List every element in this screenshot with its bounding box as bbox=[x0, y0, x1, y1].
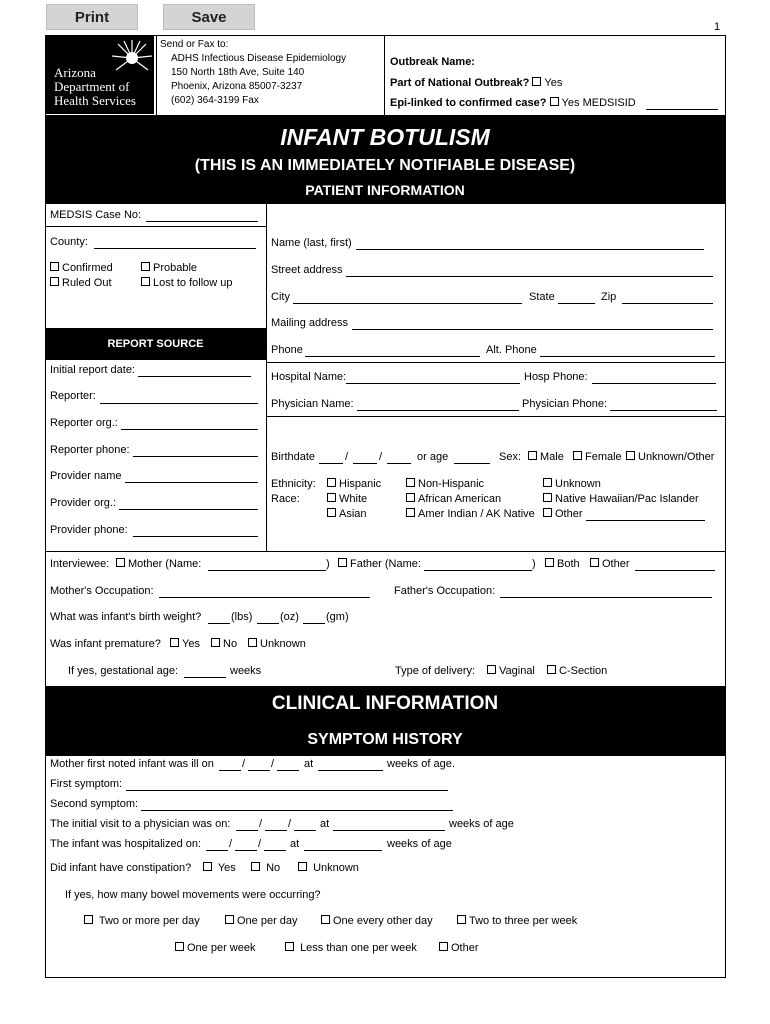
hospitalized-label: The infant was hospitalized on: bbox=[50, 838, 202, 850]
two-or-more-option[interactable]: Two or more per day bbox=[84, 915, 200, 928]
visit-weeks-field[interactable] bbox=[333, 818, 445, 831]
confirmed-option[interactable]: Confirmed bbox=[50, 262, 113, 275]
date-slash: / bbox=[271, 758, 275, 770]
outbreak-name-label: Outbreak Name: bbox=[390, 56, 475, 68]
premature-unknown-checkbox[interactable] bbox=[248, 638, 257, 647]
race-other-option[interactable]: Other bbox=[543, 508, 583, 521]
national-yes-checkbox[interactable] bbox=[532, 77, 541, 86]
zip-field[interactable] bbox=[622, 291, 713, 304]
reporter-label: Reporter: bbox=[50, 390, 96, 402]
initial-visit-label: The initial visit to a physician was on: bbox=[50, 818, 231, 830]
second-symptom-field[interactable] bbox=[141, 798, 453, 811]
visit-month-field[interactable] bbox=[236, 818, 258, 831]
male-option[interactable]: Male bbox=[528, 451, 564, 464]
send-label: Send or Fax to: bbox=[160, 39, 229, 50]
divider bbox=[384, 35, 385, 115]
patient-name-label: Name (last, first) bbox=[271, 237, 352, 249]
vaginal-option[interactable]: Vaginal bbox=[487, 665, 535, 678]
father-checkbox[interactable] bbox=[338, 558, 347, 567]
father-name-field[interactable] bbox=[424, 558, 532, 571]
ethnicity-unknown-option[interactable]: Unknown bbox=[543, 478, 601, 491]
race-label: Race: bbox=[271, 493, 300, 505]
every-other-day-option[interactable]: One every other day bbox=[321, 915, 433, 928]
date-slash: / bbox=[242, 758, 246, 770]
city-label: City bbox=[271, 291, 290, 303]
adhs-logo bbox=[46, 36, 154, 114]
birth-weight-label: What was infant's birth weight? bbox=[50, 611, 202, 623]
reporter-phone-field[interactable] bbox=[133, 444, 258, 457]
print-button[interactable]: Print bbox=[46, 4, 138, 30]
age-field[interactable] bbox=[454, 451, 490, 464]
weeks-unit: weeks bbox=[230, 665, 262, 677]
physician-phone-label: Physician Phone: bbox=[522, 398, 607, 410]
non-hispanic-option[interactable]: Non-Hispanic bbox=[406, 478, 484, 491]
phone-field[interactable] bbox=[305, 344, 480, 357]
premature-yes-option[interactable]: Yes bbox=[170, 638, 200, 651]
mother-option[interactable]: Mother (Name: bbox=[116, 558, 201, 571]
hawaiian-checkbox[interactable] bbox=[543, 493, 552, 502]
hospital-field[interactable] bbox=[346, 371, 520, 384]
bowel-other-checkbox[interactable] bbox=[439, 942, 448, 951]
male-checkbox[interactable] bbox=[528, 451, 537, 460]
white-option[interactable]: White bbox=[327, 493, 367, 506]
bowel-other-option[interactable]: Other bbox=[439, 942, 479, 955]
reporter-org-label: Reporter org.: bbox=[50, 417, 118, 429]
bowel-movements-label: If yes, how many bowel movements were occurring? bbox=[65, 889, 321, 901]
female-checkbox[interactable] bbox=[573, 451, 582, 460]
hosp-day-field[interactable] bbox=[235, 838, 257, 851]
provider-org-label: Provider org.: bbox=[50, 497, 117, 509]
non-hispanic-checkbox[interactable] bbox=[406, 478, 415, 487]
county-field[interactable] bbox=[94, 236, 256, 249]
race-other-field[interactable] bbox=[586, 508, 705, 521]
report-source-heading: REPORT SOURCE bbox=[107, 338, 204, 350]
hosp-phone-field[interactable] bbox=[592, 371, 716, 384]
physician-label: Physician Name: bbox=[271, 398, 354, 410]
weeks-of-age-label: weeks of age. bbox=[387, 758, 455, 770]
send-line5: (602) 364-3199 Fax bbox=[171, 95, 259, 106]
white-checkbox[interactable] bbox=[327, 493, 336, 502]
divider bbox=[45, 226, 266, 227]
date-slash: / bbox=[345, 451, 349, 463]
ill-year-field[interactable] bbox=[277, 758, 299, 771]
provider-name-field[interactable] bbox=[125, 470, 258, 483]
gestational-age-field[interactable] bbox=[184, 665, 226, 678]
asian-option[interactable]: Asian bbox=[327, 508, 367, 521]
physician-field[interactable] bbox=[357, 398, 519, 411]
constipation-no-option[interactable]: No bbox=[251, 862, 280, 875]
confirmed-checkbox[interactable] bbox=[50, 262, 59, 271]
vaginal-checkbox[interactable] bbox=[487, 665, 496, 674]
reporter-field[interactable] bbox=[100, 391, 258, 404]
one-per-day-option[interactable]: One per day bbox=[225, 915, 298, 928]
hosp-weeks-of-age-label: weeks of age bbox=[387, 838, 452, 850]
phone-label: Phone bbox=[271, 344, 303, 356]
one-per-week-option[interactable]: One per week bbox=[175, 942, 255, 955]
constipation-yes-option[interactable]: Yes bbox=[203, 862, 236, 875]
report-source-bar bbox=[45, 328, 266, 360]
ruled-out-option[interactable]: Ruled Out bbox=[50, 277, 112, 290]
mother-checkbox[interactable] bbox=[116, 558, 125, 567]
mother-occupation-label: Mother's Occupation: bbox=[50, 585, 154, 597]
date-slash: / bbox=[379, 451, 383, 463]
hosp-month-field[interactable] bbox=[206, 838, 228, 851]
one-per-week-checkbox[interactable] bbox=[175, 942, 184, 951]
female-option[interactable]: Female bbox=[573, 451, 622, 464]
birth-month-field[interactable] bbox=[319, 451, 343, 464]
csection-option[interactable]: C-Section bbox=[547, 665, 607, 678]
race-other-checkbox[interactable] bbox=[543, 508, 552, 517]
ethnicity-unknown-checkbox[interactable] bbox=[543, 478, 552, 487]
visit-weeks-of-age-label: weeks of age bbox=[449, 818, 514, 830]
provider-phone-field[interactable] bbox=[133, 524, 258, 537]
date-slash: / bbox=[258, 838, 262, 850]
gm-unit: (gm) bbox=[326, 611, 349, 623]
probable-option[interactable]: Probable bbox=[141, 262, 197, 275]
logo-line3: Health Services bbox=[54, 93, 136, 108]
less-than-one-week-option[interactable]: Less than one per week bbox=[285, 942, 417, 955]
state-field[interactable] bbox=[558, 291, 595, 304]
two-to-three-week-option[interactable]: Two to three per week bbox=[457, 915, 577, 928]
first-symptom-label: First symptom: bbox=[50, 778, 123, 790]
ill-weeks-field[interactable] bbox=[318, 758, 383, 771]
state-label: State bbox=[529, 291, 555, 303]
provider-phone-label: Provider phone: bbox=[50, 524, 128, 536]
less-than-one-week-checkbox[interactable] bbox=[285, 942, 294, 951]
father-occupation-field[interactable] bbox=[500, 585, 712, 598]
epi-yes-checkbox[interactable] bbox=[550, 97, 559, 106]
paren: ) bbox=[532, 558, 536, 570]
at-label: at bbox=[304, 758, 314, 770]
mother-occupation-field[interactable] bbox=[159, 585, 370, 598]
ruled-out-checkbox[interactable] bbox=[50, 277, 59, 286]
medsis-case-field[interactable] bbox=[146, 209, 258, 222]
constipation-label: Did infant have constipation? bbox=[50, 862, 192, 874]
interviewee-other-option[interactable]: Other bbox=[590, 558, 630, 571]
date-slash: / bbox=[229, 838, 233, 850]
gestational-age-label: If yes, gestational age: bbox=[68, 665, 179, 677]
save-button[interactable]: Save bbox=[163, 4, 255, 30]
or-age-label: or age bbox=[417, 451, 449, 463]
asian-checkbox[interactable] bbox=[327, 508, 336, 517]
interviewee-other-field[interactable] bbox=[635, 558, 715, 571]
lost-checkbox[interactable] bbox=[141, 277, 150, 286]
sex-label: Sex: bbox=[499, 451, 522, 463]
divider bbox=[156, 35, 157, 115]
probable-checkbox[interactable] bbox=[141, 262, 150, 271]
premature-yes-checkbox[interactable] bbox=[170, 638, 179, 647]
constipation-no-checkbox[interactable] bbox=[251, 862, 260, 871]
premature-no-option[interactable]: No bbox=[211, 638, 237, 651]
sun-logo-icon bbox=[102, 38, 162, 78]
send-line2: ADHS Infectious Disease Epidemiology bbox=[171, 53, 347, 64]
paren: ) bbox=[326, 558, 330, 570]
hosp-at-label: at bbox=[290, 838, 300, 850]
hispanic-checkbox[interactable] bbox=[327, 478, 336, 487]
african-american-option[interactable]: African American bbox=[406, 493, 501, 506]
constipation-unknown-checkbox[interactable] bbox=[298, 862, 307, 871]
divider bbox=[266, 362, 725, 363]
ethnicity-label: Ethnicity: bbox=[271, 478, 316, 490]
initial-report-label: Initial report date: bbox=[50, 364, 135, 376]
premature-label: Was infant premature? bbox=[50, 638, 161, 650]
oz-unit: (oz) bbox=[280, 611, 299, 623]
every-other-day-checkbox[interactable] bbox=[321, 915, 330, 924]
divider bbox=[266, 416, 725, 417]
mother-name-field[interactable] bbox=[208, 558, 326, 571]
notifiable-subtitle: (THIS IS AN IMMEDIATELY NOTIFIABLE DISEASE) bbox=[194, 157, 576, 174]
weight-lbs-field[interactable] bbox=[208, 611, 230, 624]
hosp-weeks-field[interactable] bbox=[304, 838, 382, 851]
form-title: INFANT BOTULISM bbox=[280, 124, 490, 150]
patient-name-field[interactable] bbox=[356, 237, 704, 250]
date-slash: / bbox=[288, 818, 292, 830]
send-line3: 150 North 18th Ave, Suite 140 bbox=[171, 67, 305, 78]
symptom-history-heading: SYMPTOM HISTORY bbox=[307, 731, 463, 748]
hospital-label: Hospital Name: bbox=[271, 371, 347, 383]
divider bbox=[45, 551, 725, 552]
interviewee-label: Interviewee: bbox=[50, 558, 110, 570]
mailing-label: Mailing address bbox=[271, 317, 349, 329]
ill-month-field[interactable] bbox=[219, 758, 241, 771]
constipation-yes-checkbox[interactable] bbox=[203, 862, 212, 871]
one-per-day-checkbox[interactable] bbox=[225, 915, 234, 924]
reporter-phone-label: Reporter phone: bbox=[50, 444, 130, 456]
interviewee-other-checkbox[interactable] bbox=[590, 558, 599, 567]
hosp-year-field[interactable] bbox=[264, 838, 286, 851]
visit-at-label: at bbox=[320, 818, 330, 830]
hosp-phone-label: Hosp Phone: bbox=[524, 371, 588, 383]
two-or-more-checkbox[interactable] bbox=[84, 915, 93, 924]
constipation-unknown-option[interactable]: Unknown bbox=[298, 862, 359, 875]
medsis-case-label: MEDSIS Case No: bbox=[50, 209, 142, 221]
clinical-heading: CLINICAL INFORMATION bbox=[271, 693, 499, 714]
medsisid-field[interactable] bbox=[646, 97, 718, 110]
date-slash: / bbox=[259, 818, 263, 830]
page-number: 1 bbox=[714, 21, 721, 33]
weight-gm-field[interactable] bbox=[303, 611, 325, 624]
physician-phone-field[interactable] bbox=[610, 398, 717, 411]
patient-info-heading: PATIENT INFORMATION bbox=[305, 182, 465, 198]
alt-phone-field[interactable] bbox=[540, 344, 715, 357]
column-divider bbox=[266, 204, 267, 552]
title-bar bbox=[45, 115, 725, 204]
hawaiian-option[interactable]: Native Hawaiian/Pac Islander bbox=[543, 493, 699, 506]
reporter-org-field[interactable] bbox=[121, 417, 258, 430]
county-label: County: bbox=[50, 236, 88, 248]
mailing-field[interactable] bbox=[352, 317, 713, 330]
first-symptom-field[interactable] bbox=[126, 778, 448, 791]
lbs-unit: (lbs) bbox=[231, 611, 253, 623]
unknown-other-option[interactable]: Unknown/Other bbox=[626, 451, 714, 464]
visit-day-field[interactable] bbox=[265, 818, 287, 831]
alt-phone-label: Alt. Phone bbox=[486, 344, 537, 356]
logo-line2: Department of bbox=[54, 79, 130, 94]
birth-year-field[interactable] bbox=[387, 451, 411, 464]
hispanic-option[interactable]: Hispanic bbox=[327, 478, 381, 491]
national-outbreak-label: Part of National Outbreak? Yes bbox=[390, 77, 563, 89]
unknown-other-checkbox[interactable] bbox=[626, 451, 635, 460]
african-american-checkbox[interactable] bbox=[406, 493, 415, 502]
father-option[interactable]: Father (Name: bbox=[338, 558, 421, 571]
csection-checkbox[interactable] bbox=[547, 665, 556, 674]
both-option[interactable]: Both bbox=[545, 558, 580, 571]
amer-indian-checkbox[interactable] bbox=[406, 508, 415, 517]
both-checkbox[interactable] bbox=[545, 558, 554, 567]
second-symptom-label: Second symptom: bbox=[50, 798, 139, 810]
epi-linked-label: Epi-linked to confirmed case? Yes MEDSISID bbox=[390, 97, 636, 109]
weight-oz-field[interactable] bbox=[257, 611, 279, 624]
lost-to-follow-option[interactable]: Lost to follow up bbox=[141, 277, 233, 290]
birthdate-label: Birthdate bbox=[271, 451, 316, 463]
provider-name-label: Provider name bbox=[50, 470, 122, 482]
father-occupation-label: Father's Occupation: bbox=[394, 585, 496, 597]
logo-line1: Arizona bbox=[54, 65, 96, 80]
zip-label: Zip bbox=[601, 291, 617, 303]
amer-indian-option[interactable]: Amer Indian / AK Native bbox=[406, 508, 535, 521]
provider-org-field[interactable] bbox=[119, 497, 258, 510]
street-label: Street address bbox=[271, 264, 343, 276]
city-field[interactable] bbox=[293, 291, 522, 304]
visit-year-field[interactable] bbox=[294, 818, 316, 831]
premature-no-checkbox[interactable] bbox=[211, 638, 220, 647]
birth-day-field[interactable] bbox=[353, 451, 377, 464]
send-line4: Phoenix, Arizona 85007-3237 bbox=[171, 81, 303, 92]
premature-unknown-option[interactable]: Unknown bbox=[248, 638, 306, 651]
ill-day-field[interactable] bbox=[248, 758, 270, 771]
clinical-bar bbox=[45, 686, 725, 756]
delivery-type-label: Type of delivery: bbox=[395, 665, 476, 677]
initial-report-field[interactable] bbox=[138, 364, 251, 377]
street-field[interactable] bbox=[346, 264, 713, 277]
two-to-three-week-checkbox[interactable] bbox=[457, 915, 466, 924]
mother-noted-label: Mother first noted infant was ill on bbox=[50, 758, 214, 770]
